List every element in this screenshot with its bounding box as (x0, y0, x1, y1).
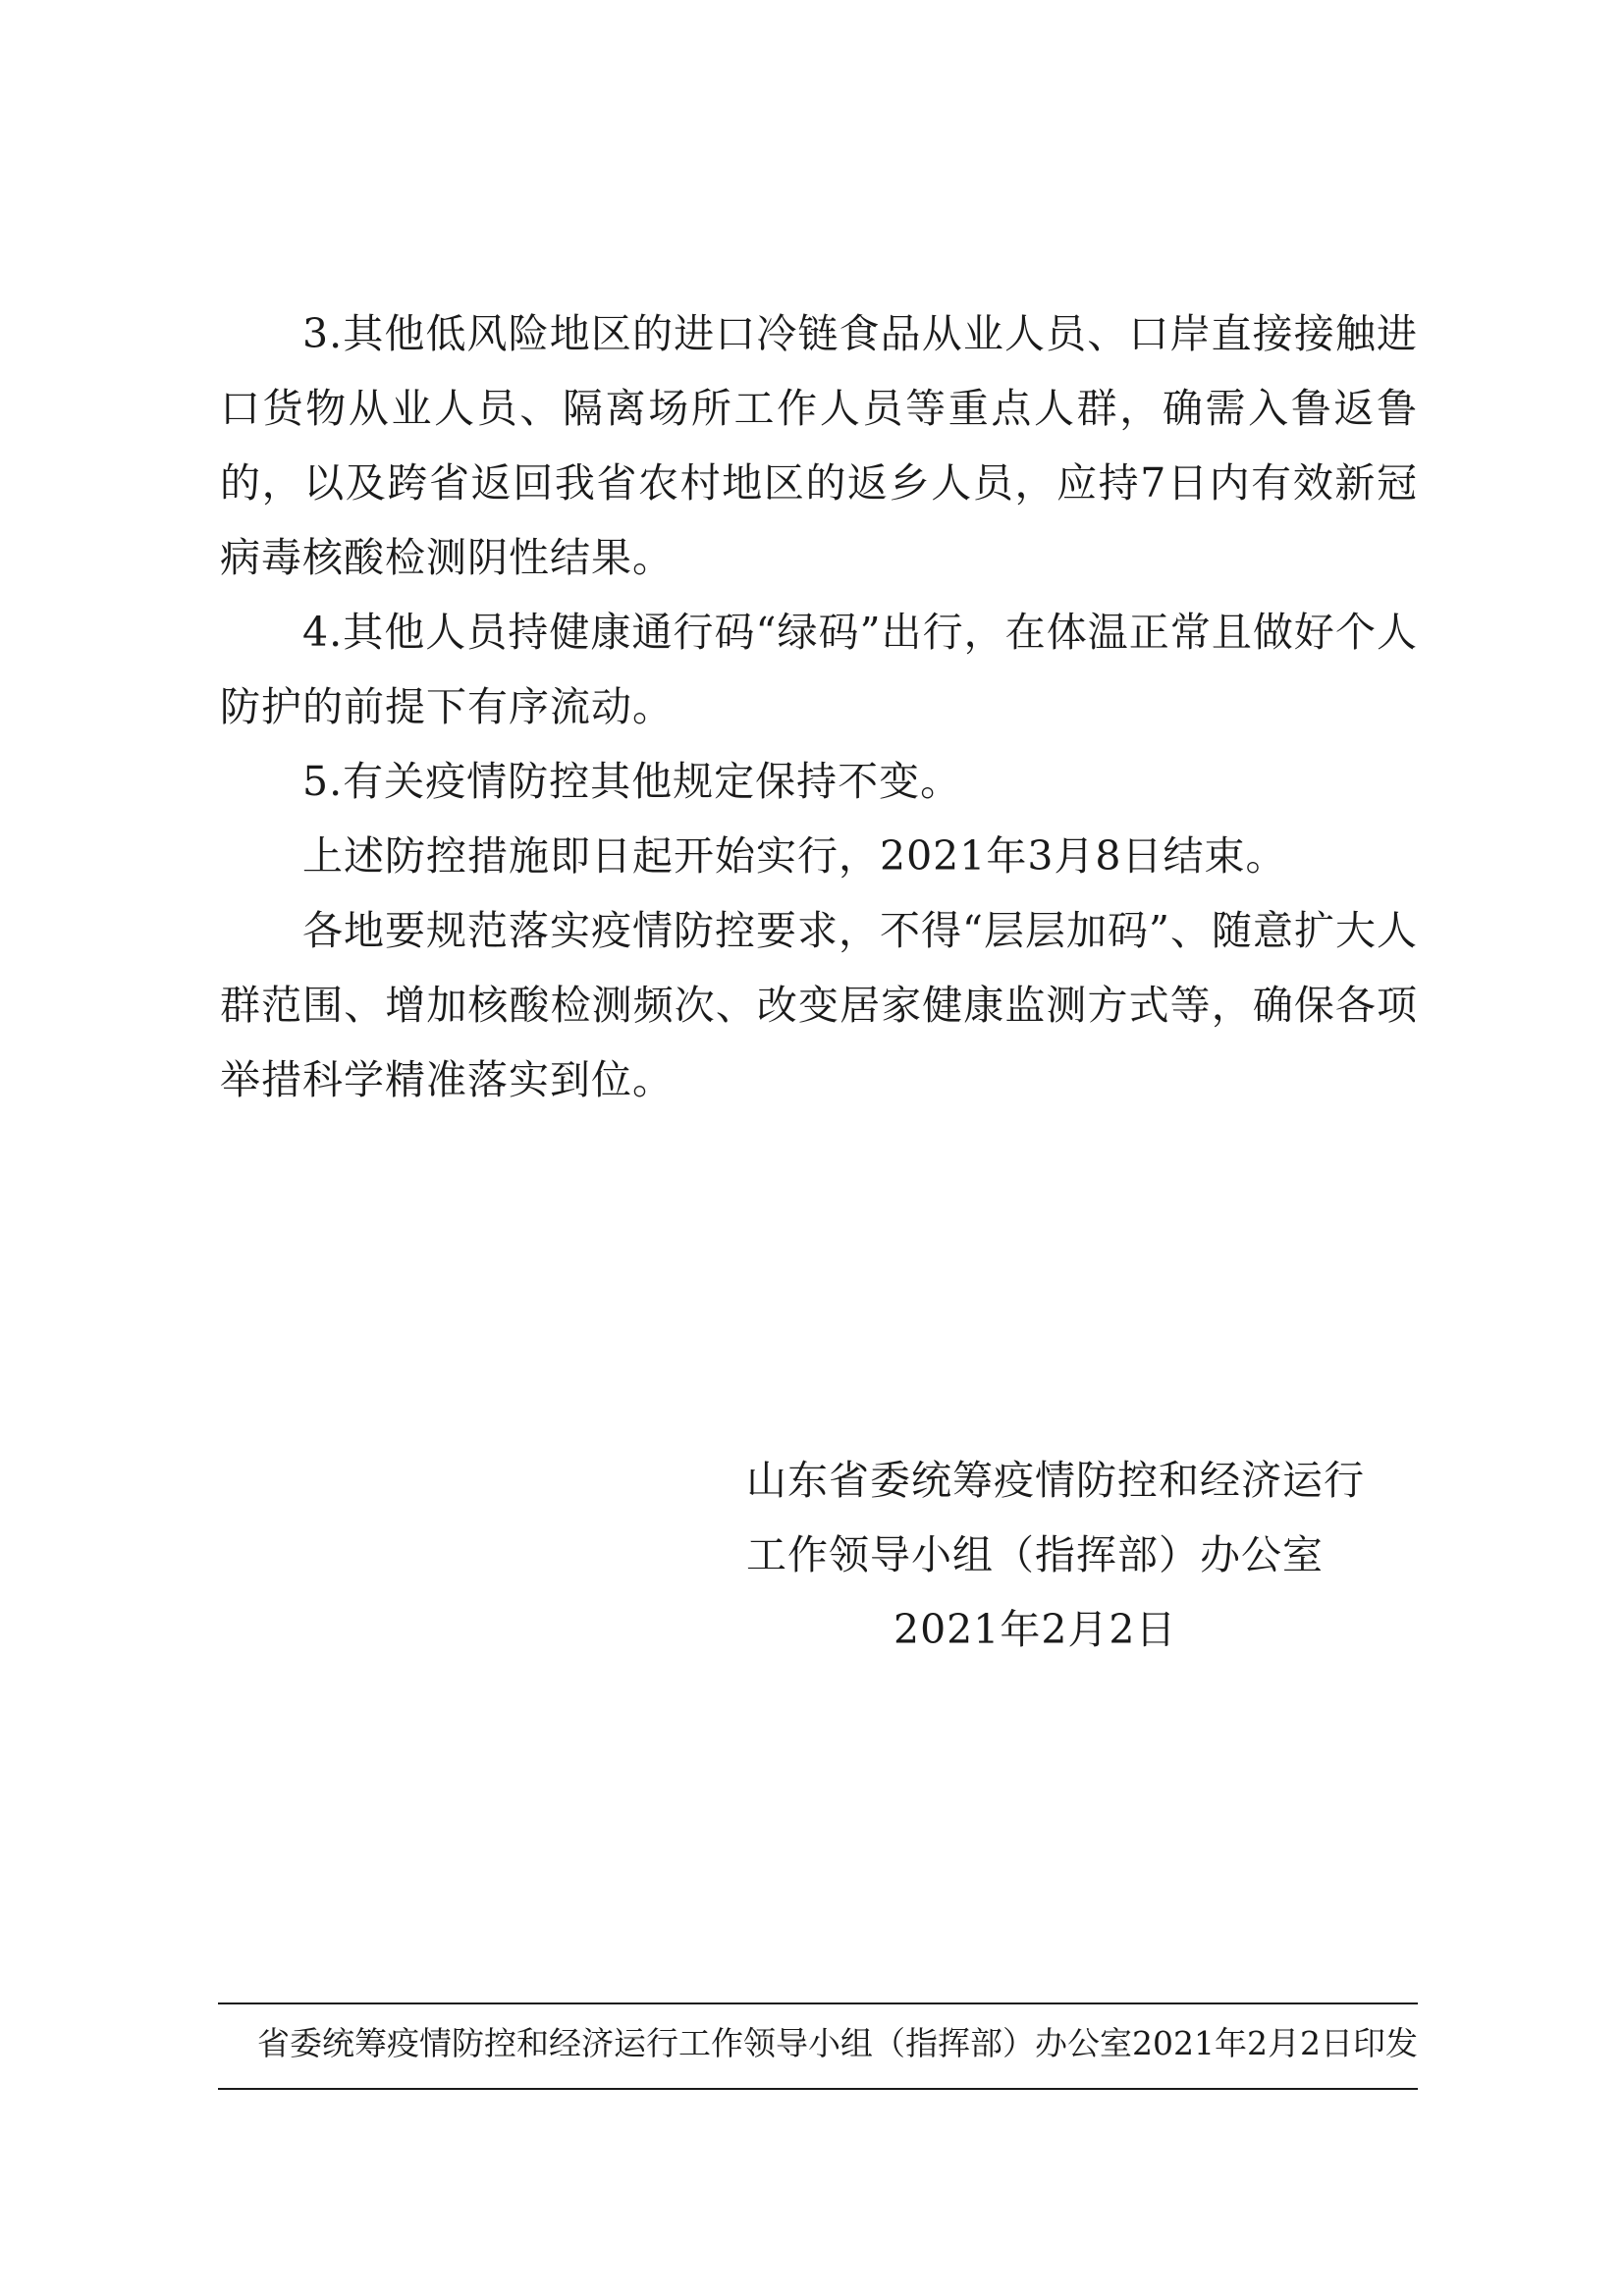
signature-block (746, 1443, 1375, 1667)
footer-issuer: 省委统筹疫情防控和经济运行工作领导小组（指挥部）办公室 (257, 2024, 1132, 2062)
document-body (220, 296, 1418, 1117)
paragraph-item-5: 5.有关疫情防控其他规定保持不变。 (302, 758, 962, 805)
paragraph-requirements: 各地要规范落实疫情防控要求，不得“层层加码”、随意扩大人群范围、增加核酸检测频次、改变居家健康监测方式等，确保各项举措科学精准落实到位。 (220, 907, 1418, 1103)
paragraph-item-3: 3.其他低风险地区的进口冷链食品从业人员、口岸直接接触进口货物从业人员、隔离场所工作人员等重点人群，确需入鲁返鲁的，以及跨省返回我省农村地区的返乡人员，应持7日内有效新冠病毒核酸检测阴性结果。 (220, 310, 1418, 581)
signature-org-line1: 山东省委统筹疫情防控和经济运行 (746, 1457, 1365, 1504)
signature-org-line2: 工作领导小组（指挥部）办公室 (746, 1531, 1324, 1578)
footer-issue-date: 2021年2月2日印发 (1132, 2024, 1418, 2062)
footer-top-rule (218, 2002, 1418, 2004)
issuance-footer (257, 2018, 1418, 2069)
signature-date: 2021年2月2日 (893, 1606, 1177, 1653)
paragraph-item-4: 4.其他人员持健康通行码“绿码”出行，在体温正常且做好个人防护的前提下有序流动。 (220, 609, 1418, 730)
paragraph-effective-period: 上述防控措施即日起开始实行，2021年3月8日结束。 (302, 832, 1287, 880)
footer-bottom-rule (218, 2088, 1418, 2090)
